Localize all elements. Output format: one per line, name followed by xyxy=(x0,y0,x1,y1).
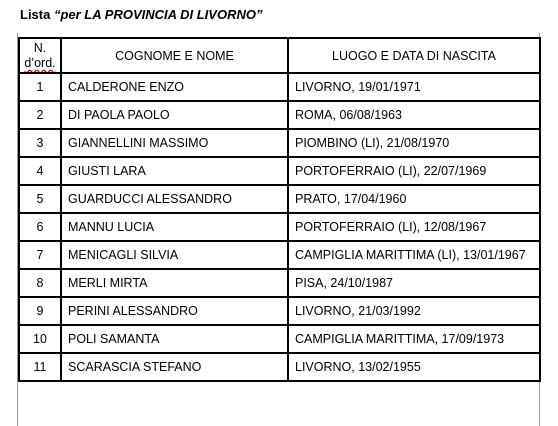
row-birth: LIVORNO, 13/02/1955 xyxy=(288,353,540,381)
row-birth: CAMPIGLIA MARITTIMA, 17/09/1973 xyxy=(288,325,540,353)
table-row xyxy=(19,213,540,241)
list-title-prefix: Lista xyxy=(20,7,51,22)
table-row xyxy=(19,101,540,129)
row-name: GUARDUCCI ALESSANDRO xyxy=(61,185,288,213)
row-number: 10 xyxy=(19,325,61,353)
row-number: 2 xyxy=(19,101,61,129)
table-row xyxy=(19,157,540,185)
table-row xyxy=(19,269,540,297)
column-header-name: COGNOME E NOME xyxy=(61,38,288,73)
row-birth: PORTOFERRAIO (LI), 22/07/1969 xyxy=(288,157,540,185)
row-birth: PRATO, 17/04/1960 xyxy=(288,185,540,213)
row-birth: PISA, 24/10/1987 xyxy=(288,269,540,297)
column-header-birth: LUOGO E DATA DI NASCITA xyxy=(288,38,540,73)
list-title-name: “per LA PROVINCIA DI LIVORNO” xyxy=(53,7,263,22)
list-title xyxy=(20,7,262,22)
table-row xyxy=(19,297,540,325)
row-number: 11 xyxy=(19,353,61,381)
row-name: DI PAOLA PAOLO xyxy=(61,101,288,129)
table-row xyxy=(19,325,540,353)
row-name: POLI SAMANTA xyxy=(61,325,288,353)
row-name: GIUSTI LARA xyxy=(61,157,288,185)
row-birth: PORTOFERRAIO (LI), 12/08/1967 xyxy=(288,213,540,241)
table-row xyxy=(19,241,540,269)
table-row xyxy=(19,129,540,157)
row-number: 1 xyxy=(19,73,61,101)
table-row xyxy=(19,353,540,381)
row-name: MANNU LUCIA xyxy=(61,213,288,241)
row-number: 3 xyxy=(19,129,61,157)
row-birth: LIVORNO, 19/01/1971 xyxy=(288,73,540,101)
row-number: 6 xyxy=(19,213,61,241)
row-number: 8 xyxy=(19,269,61,297)
row-name: MENICAGLI SILVIA xyxy=(61,241,288,269)
row-number: 9 xyxy=(19,297,61,325)
row-birth: PIOMBINO (LI), 21/08/1970 xyxy=(288,129,540,157)
row-name: SCARASCIA STEFANO xyxy=(61,353,288,381)
row-birth: CAMPIGLIA MARITTIMA (LI), 13/01/1967 xyxy=(288,241,540,269)
row-name: GIANNELLINI MASSIMO xyxy=(61,129,288,157)
column-header-number xyxy=(19,38,61,73)
column-header-number-line2: d’ord. xyxy=(24,55,56,70)
row-birth: ROMA, 06/08/1963 xyxy=(288,101,540,129)
table-header-row xyxy=(19,38,540,73)
row-birth: LIVORNO, 21/03/1992 xyxy=(288,297,540,325)
table-row xyxy=(19,185,540,213)
row-name: MERLI MIRTA xyxy=(61,269,288,297)
row-number: 5 xyxy=(19,185,61,213)
row-name: PERINI ALESSANDRO xyxy=(61,297,288,325)
row-number: 7 xyxy=(19,241,61,269)
row-name: CALDERONE ENZO xyxy=(61,73,288,101)
table-row xyxy=(19,73,540,101)
column-header-number-line1: N. xyxy=(33,40,47,55)
candidates-table xyxy=(18,37,541,382)
row-number: 4 xyxy=(19,157,61,185)
